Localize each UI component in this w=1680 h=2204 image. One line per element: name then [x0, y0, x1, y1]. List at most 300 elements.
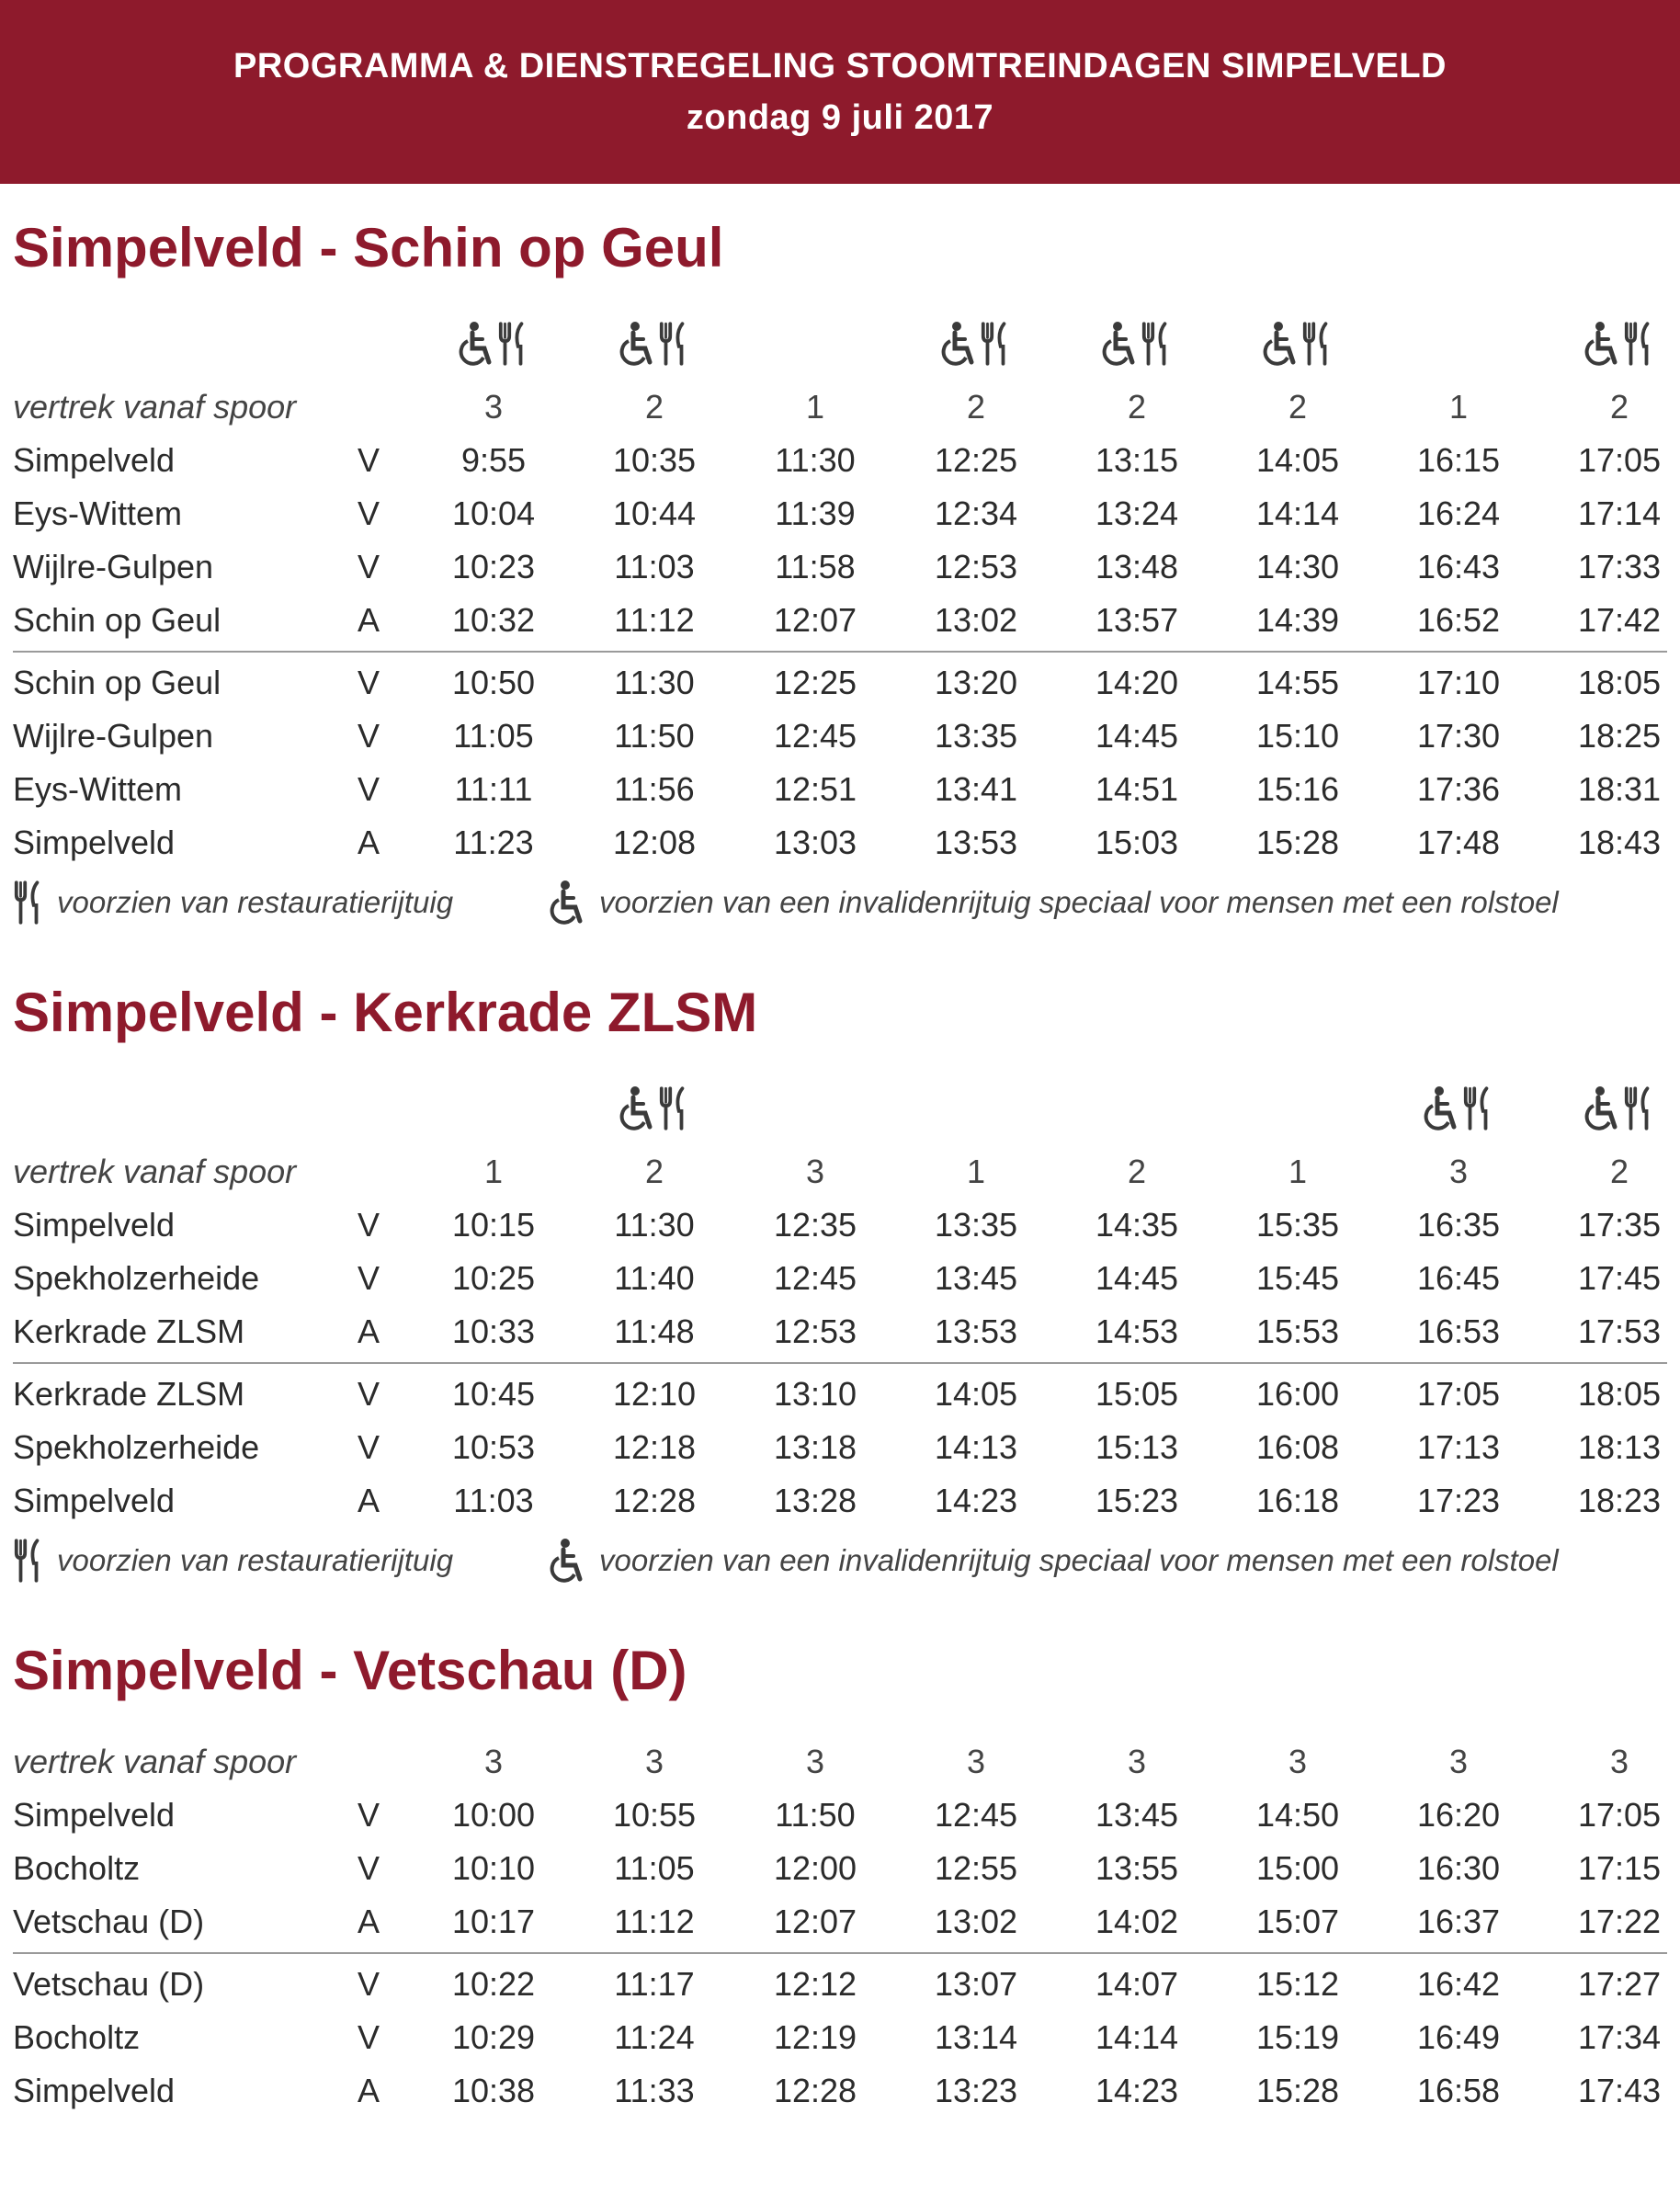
time-cell: 13:02 — [934, 601, 1018, 639]
platform-number: 3 — [1448, 1743, 1469, 1780]
time-cell: 14:20 — [1095, 664, 1179, 701]
platform-number: 3 — [483, 388, 504, 426]
time-cell: 18:31 — [1577, 770, 1662, 808]
time-cell: 13:35 — [934, 1206, 1018, 1244]
platform-number: 2 — [1127, 1153, 1147, 1190]
time-cell: 11:56 — [614, 770, 695, 808]
time-cell: 10:55 — [612, 1796, 697, 1834]
time-cell: 10:50 — [451, 664, 536, 701]
time-cell: 17:35 — [1577, 1206, 1662, 1244]
wheelchair-icon — [1102, 321, 1139, 367]
time-cell: 12:45 — [773, 717, 857, 755]
time-cell: 11:05 — [614, 1849, 695, 1887]
table-row — [0, 1305, 1680, 1358]
time-cell: 17:48 — [1416, 824, 1501, 861]
platform-label: vertrek vanaf spoor — [13, 388, 297, 426]
time-cell: 16:49 — [1416, 2018, 1501, 2056]
time-cell: 18:13 — [1577, 1428, 1662, 1466]
time-cell: 11:30 — [614, 1206, 695, 1244]
platform-number: 2 — [1609, 388, 1629, 426]
arrival-departure-code: V — [357, 664, 380, 701]
time-cell: 14:23 — [1095, 2072, 1179, 2109]
time-cell: 10:53 — [451, 1428, 536, 1466]
arrival-departure-code: A — [357, 2072, 380, 2109]
time-cell: 14:02 — [1095, 1903, 1179, 1940]
platform-row — [0, 1735, 1680, 1789]
time-cell: 10:15 — [451, 1206, 536, 1244]
platform-number: 1 — [805, 388, 825, 426]
table-row — [0, 1958, 1680, 2011]
time-cell: 16:58 — [1416, 2072, 1501, 2109]
legend-restaurant-text: voorzien van restauratierijtuig — [57, 885, 454, 919]
time-cell: 17:05 — [1577, 1796, 1662, 1834]
time-cell: 14:45 — [1095, 1259, 1179, 1297]
wheelchair-icon — [550, 1538, 586, 1584]
arrival-departure-code: A — [357, 601, 380, 639]
time-cell: 16:35 — [1416, 1206, 1501, 1244]
fork-knife-icon — [980, 321, 1011, 367]
platform-number: 3 — [1127, 1743, 1147, 1780]
wheelchair-icon — [1584, 1085, 1621, 1131]
platform-number: 2 — [1288, 388, 1308, 426]
time-cell: 14:50 — [1255, 1796, 1340, 1834]
time-cell: 12:45 — [934, 1796, 1018, 1834]
legend-restaurant — [13, 1533, 453, 1588]
table-row — [0, 1789, 1680, 1842]
facility-icons — [1578, 1081, 1661, 1136]
time-cell: 10:00 — [451, 1796, 536, 1834]
time-cell: 12:25 — [773, 664, 857, 701]
arrival-departure-code: V — [357, 494, 380, 532]
time-cell: 17:05 — [1577, 441, 1662, 479]
time-cell: 14:23 — [934, 1482, 1018, 1519]
time-cell: 11:33 — [614, 2072, 695, 2109]
station-name: Simpelveld — [13, 2072, 176, 2109]
time-cell: 12:07 — [773, 1903, 857, 1940]
time-cell: 13:48 — [1095, 548, 1179, 585]
time-cell: 10:38 — [451, 2072, 536, 2109]
time-cell: 17:36 — [1416, 770, 1501, 808]
time-cell: 11:58 — [775, 548, 856, 585]
time-cell: 15:28 — [1255, 2072, 1340, 2109]
time-cell: 11:03 — [453, 1482, 534, 1519]
time-cell: 9:55 — [460, 441, 527, 479]
header-date: zondag 9 juli 2017 — [686, 98, 994, 137]
station-name: Bocholtz — [13, 1849, 141, 1887]
time-cell: 12:10 — [612, 1375, 697, 1413]
arrival-departure-code: A — [357, 1482, 380, 1519]
time-cell: 13:55 — [1095, 1849, 1179, 1887]
section-title: Simpelveld - Schin op Geul — [13, 217, 724, 278]
time-cell: 13:28 — [773, 1482, 857, 1519]
time-cell: 15:16 — [1255, 770, 1340, 808]
section-title: Simpelveld - Vetschau (D) — [13, 1640, 687, 1701]
wheelchair-icon — [619, 1085, 656, 1131]
table-row — [0, 594, 1680, 647]
time-cell: 11:50 — [775, 1796, 856, 1834]
time-cell: 15:19 — [1255, 2018, 1340, 2056]
time-cell: 11:12 — [614, 1903, 695, 1940]
time-cell: 10:23 — [451, 548, 536, 585]
time-cell: 15:23 — [1095, 1482, 1179, 1519]
time-cell: 13:23 — [934, 2072, 1018, 2109]
station-name: Simpelveld — [13, 1796, 176, 1834]
station-name: Vetschau (D) — [13, 1903, 205, 1940]
fork-knife-icon — [497, 321, 528, 367]
time-cell: 18:43 — [1577, 824, 1662, 861]
platform-number: 2 — [1609, 1153, 1629, 1190]
time-cell: 12:19 — [773, 2018, 857, 2056]
arrival-departure-code: A — [357, 824, 380, 861]
time-cell: 14:45 — [1095, 717, 1179, 755]
time-cell: 12:07 — [773, 601, 857, 639]
wheelchair-icon — [1424, 1085, 1460, 1131]
time-cell: 12:34 — [934, 494, 1018, 532]
time-cell: 14:30 — [1255, 548, 1340, 585]
time-cell: 17:15 — [1577, 1849, 1662, 1887]
fork-knife-icon — [1623, 1085, 1654, 1131]
time-cell: 15:28 — [1255, 824, 1340, 861]
facility-icons — [613, 316, 696, 371]
time-cell: 17:53 — [1577, 1312, 1662, 1350]
time-cell: 11:30 — [614, 664, 695, 701]
time-cell: 15:03 — [1095, 824, 1179, 861]
platform-number: 3 — [483, 1743, 504, 1780]
facility-icons — [1417, 1081, 1500, 1136]
time-cell: 14:07 — [1095, 1965, 1179, 2003]
fork-knife-icon — [1301, 321, 1333, 367]
table-row — [0, 1199, 1680, 1252]
arrival-departure-code: V — [357, 770, 380, 808]
time-cell: 10:35 — [612, 441, 697, 479]
time-cell: 13:24 — [1095, 494, 1179, 532]
station-name: Schin op Geul — [13, 664, 221, 701]
station-name: Bocholtz — [13, 2018, 141, 2056]
facility-icons-row — [0, 1717, 1680, 1735]
platform-number: 1 — [483, 1153, 504, 1190]
station-name: Eys-Wittem — [13, 494, 182, 532]
legend-restaurant — [13, 875, 453, 930]
time-cell: 16:53 — [1416, 1312, 1501, 1350]
time-cell: 17:45 — [1577, 1259, 1662, 1297]
time-cell: 11:48 — [614, 1312, 695, 1350]
time-cell: 12:25 — [934, 441, 1018, 479]
table-row — [0, 2011, 1680, 2064]
time-cell: 13:20 — [934, 664, 1018, 701]
table-row — [0, 763, 1680, 816]
time-cell: 16:18 — [1255, 1482, 1340, 1519]
time-cell: 13:53 — [934, 824, 1018, 861]
time-cell: 10:32 — [451, 601, 536, 639]
time-cell: 14:55 — [1255, 664, 1340, 701]
time-cell: 10:22 — [451, 1965, 536, 2003]
facility-icons — [452, 316, 535, 371]
time-cell: 11:17 — [614, 1965, 695, 2003]
time-cell: 14:39 — [1255, 601, 1340, 639]
arrival-departure-code: V — [357, 1796, 380, 1834]
wheelchair-icon — [619, 321, 656, 367]
time-cell: 10:45 — [451, 1375, 536, 1413]
time-cell: 14:13 — [934, 1428, 1018, 1466]
facility-icons — [1256, 316, 1339, 371]
time-cell: 11:23 — [453, 824, 534, 861]
station-name: Simpelveld — [13, 1206, 176, 1244]
time-cell: 16:43 — [1416, 548, 1501, 585]
time-cell: 11:24 — [614, 2018, 695, 2056]
station-name: Kerkrade ZLSM — [13, 1375, 245, 1413]
facility-icons-row — [0, 316, 1680, 381]
table-row — [0, 1842, 1680, 1895]
time-cell: 13:35 — [934, 717, 1018, 755]
time-cell: 13:53 — [934, 1312, 1018, 1350]
legend-wheelchair — [550, 1533, 1559, 1588]
table-row — [0, 1474, 1680, 1528]
time-cell: 13:57 — [1095, 601, 1179, 639]
platform-number: 1 — [966, 1153, 986, 1190]
time-cell: 16:00 — [1255, 1375, 1340, 1413]
time-cell: 12:53 — [773, 1312, 857, 1350]
time-cell: 16:52 — [1416, 601, 1501, 639]
table-row — [0, 1368, 1680, 1421]
time-cell: 11:50 — [614, 717, 695, 755]
platform-label: vertrek vanaf spoor — [13, 1153, 297, 1190]
time-cell: 17:30 — [1416, 717, 1501, 755]
table-row — [0, 2064, 1680, 2118]
direction-divider — [13, 1362, 1667, 1364]
time-cell: 13:18 — [773, 1428, 857, 1466]
time-cell: 15:53 — [1255, 1312, 1340, 1350]
facility-icons — [935, 316, 1017, 371]
table-row — [0, 1895, 1680, 1948]
facility-icons — [613, 1081, 696, 1136]
time-cell: 14:05 — [934, 1375, 1018, 1413]
station-name: Simpelveld — [13, 824, 176, 861]
arrival-departure-code: V — [357, 1965, 380, 2003]
time-cell: 15:10 — [1255, 717, 1340, 755]
time-cell: 17:42 — [1577, 601, 1662, 639]
time-cell: 15:00 — [1255, 1849, 1340, 1887]
time-cell: 11:40 — [614, 1259, 695, 1297]
time-cell: 12:08 — [612, 824, 697, 861]
station-name: Vetschau (D) — [13, 1965, 205, 2003]
time-cell: 14:35 — [1095, 1206, 1179, 1244]
legend — [0, 875, 1680, 939]
fork-knife-icon — [13, 1538, 44, 1584]
arrival-departure-code: V — [357, 1428, 380, 1466]
platform-number: 1 — [1288, 1153, 1308, 1190]
direction-divider — [13, 651, 1667, 653]
fork-knife-icon — [13, 880, 44, 926]
time-cell: 12:51 — [773, 770, 857, 808]
platform-number: 2 — [644, 388, 664, 426]
table-row — [0, 540, 1680, 594]
time-cell: 16:45 — [1416, 1259, 1501, 1297]
station-name: Wijlre-Gulpen — [13, 717, 214, 755]
time-cell: 11:12 — [614, 601, 695, 639]
time-cell: 16:15 — [1416, 441, 1501, 479]
time-cell: 14:14 — [1255, 494, 1340, 532]
fork-knife-icon — [658, 321, 689, 367]
time-cell: 15:35 — [1255, 1206, 1340, 1244]
time-cell: 10:29 — [451, 2018, 536, 2056]
time-cell: 18:23 — [1577, 1482, 1662, 1519]
time-cell: 16:30 — [1416, 1849, 1501, 1887]
time-cell: 11:05 — [453, 717, 534, 755]
time-cell: 14:14 — [1095, 2018, 1179, 2056]
time-cell: 16:37 — [1416, 1903, 1501, 1940]
time-cell: 14:05 — [1255, 441, 1340, 479]
station-name: Schin op Geul — [13, 601, 221, 639]
legend-wheelchair — [550, 875, 1559, 930]
time-cell: 13:03 — [773, 824, 857, 861]
time-cell: 13:15 — [1095, 441, 1179, 479]
time-cell: 12:35 — [773, 1206, 857, 1244]
fork-knife-icon — [658, 1085, 689, 1131]
station-name: Eys-Wittem — [13, 770, 182, 808]
platform-number: 1 — [1448, 388, 1469, 426]
wheelchair-icon — [550, 880, 586, 926]
table-row — [0, 710, 1680, 763]
table-row — [0, 656, 1680, 710]
arrival-departure-code: V — [357, 1206, 380, 1244]
time-cell: 17:23 — [1416, 1482, 1501, 1519]
platform-row — [0, 381, 1680, 434]
facility-icons-row — [0, 1081, 1680, 1145]
time-cell: 10:44 — [612, 494, 697, 532]
arrival-departure-code: V — [357, 441, 380, 479]
table-row — [0, 1252, 1680, 1305]
time-cell: 17:22 — [1577, 1903, 1662, 1940]
time-cell: 17:27 — [1577, 1965, 1662, 2003]
direction-divider — [13, 1952, 1667, 1954]
time-cell: 13:41 — [934, 770, 1018, 808]
header-banner — [0, 0, 1680, 184]
time-cell: 14:53 — [1095, 1312, 1179, 1350]
fork-knife-icon — [1623, 321, 1654, 367]
section-title: Simpelveld - Kerkrade ZLSM — [13, 982, 758, 1043]
time-cell: 16:08 — [1255, 1428, 1340, 1466]
time-cell: 17:14 — [1577, 494, 1662, 532]
time-cell: 10:17 — [451, 1903, 536, 1940]
time-cell: 12:00 — [773, 1849, 857, 1887]
timetable-content — [0, 211, 1680, 2118]
time-cell: 13:10 — [773, 1375, 857, 1413]
legend-wheelchair-text: voorzien van een invalidenrijtuig speciaal voor mensen met een rolstoel — [599, 885, 1559, 919]
station-name: Wijlre-Gulpen — [13, 548, 214, 585]
time-cell: 16:24 — [1416, 494, 1501, 532]
arrival-departure-code: V — [357, 1375, 380, 1413]
time-cell: 13:02 — [934, 1903, 1018, 1940]
arrival-departure-code: V — [357, 717, 380, 755]
time-cell: 12:28 — [612, 1482, 697, 1519]
arrival-departure-code: V — [357, 1849, 380, 1887]
time-cell: 13:14 — [934, 2018, 1018, 2056]
station-name: Spekholzerheide — [13, 1259, 260, 1297]
time-cell: 15:05 — [1095, 1375, 1179, 1413]
time-cell: 12:55 — [934, 1849, 1018, 1887]
time-cell: 16:42 — [1416, 1965, 1501, 2003]
platform-number: 3 — [966, 1743, 986, 1780]
time-cell: 17:43 — [1577, 2072, 1662, 2109]
table-row — [0, 434, 1680, 487]
platform-number: 3 — [805, 1743, 825, 1780]
legend — [0, 1533, 1680, 1597]
time-cell: 11:39 — [775, 494, 856, 532]
facility-icons — [1578, 316, 1661, 371]
time-cell: 12:18 — [612, 1428, 697, 1466]
legend-restaurant-text: voorzien van restauratierijtuig — [57, 1543, 454, 1577]
time-cell: 16:20 — [1416, 1796, 1501, 1834]
legend-wheelchair-text: voorzien van een invalidenrijtuig speciaal voor mensen met een rolstoel — [599, 1543, 1559, 1577]
platform-number: 2 — [966, 388, 986, 426]
station-name: Simpelveld — [13, 1482, 176, 1519]
time-cell: 11:11 — [454, 770, 533, 808]
time-cell: 12:45 — [773, 1259, 857, 1297]
time-cell: 10:10 — [451, 1849, 536, 1887]
wheelchair-icon — [1584, 321, 1621, 367]
time-cell: 15:13 — [1095, 1428, 1179, 1466]
wheelchair-icon — [1263, 321, 1300, 367]
time-cell: 14:51 — [1095, 770, 1179, 808]
time-cell: 18:05 — [1577, 1375, 1662, 1413]
time-cell: 11:03 — [614, 548, 695, 585]
time-cell: 13:45 — [1095, 1796, 1179, 1834]
platform-number: 3 — [1448, 1153, 1469, 1190]
station-name: Kerkrade ZLSM — [13, 1312, 245, 1350]
fork-knife-icon — [1141, 321, 1172, 367]
time-cell: 10:33 — [451, 1312, 536, 1350]
time-cell: 11:30 — [775, 441, 856, 479]
platform-number: 3 — [805, 1153, 825, 1190]
time-cell: 13:45 — [934, 1259, 1018, 1297]
time-cell: 15:12 — [1255, 1965, 1340, 2003]
station-name: Spekholzerheide — [13, 1428, 260, 1466]
time-cell: 17:10 — [1416, 664, 1501, 701]
timetable-section — [0, 976, 1680, 1597]
platform-number: 3 — [1288, 1743, 1308, 1780]
time-cell: 18:25 — [1577, 717, 1662, 755]
arrival-departure-code: V — [357, 1259, 380, 1297]
platform-number: 3 — [644, 1743, 664, 1780]
header-title: PROGRAMMA & DIENSTREGELING STOOMTREINDAGEN SIMPELVELD — [233, 47, 1447, 85]
platform-label: vertrek vanaf spoor — [13, 1743, 297, 1780]
platform-row — [0, 1145, 1680, 1199]
table-row — [0, 487, 1680, 540]
wheelchair-icon — [941, 321, 978, 367]
time-cell: 15:45 — [1255, 1259, 1340, 1297]
platform-number: 2 — [644, 1153, 664, 1190]
facility-icons — [1095, 316, 1178, 371]
wheelchair-icon — [459, 321, 495, 367]
time-cell: 17:33 — [1577, 548, 1662, 585]
time-cell: 12:53 — [934, 548, 1018, 585]
timetable-section — [0, 211, 1680, 939]
time-cell: 13:07 — [934, 1965, 1018, 2003]
time-cell: 12:12 — [773, 1965, 857, 2003]
time-cell: 15:07 — [1255, 1903, 1340, 1940]
time-cell: 10:04 — [451, 494, 536, 532]
arrival-departure-code: A — [357, 1903, 380, 1940]
time-cell: 17:34 — [1577, 2018, 1662, 2056]
time-cell: 17:13 — [1416, 1428, 1501, 1466]
timetable-section — [0, 1634, 1680, 2118]
arrival-departure-code: V — [357, 548, 380, 585]
time-cell: 10:25 — [451, 1259, 536, 1297]
station-name: Simpelveld — [13, 441, 176, 479]
arrival-departure-code: V — [357, 2018, 380, 2056]
time-cell: 18:05 — [1577, 664, 1662, 701]
fork-knife-icon — [1462, 1085, 1493, 1131]
